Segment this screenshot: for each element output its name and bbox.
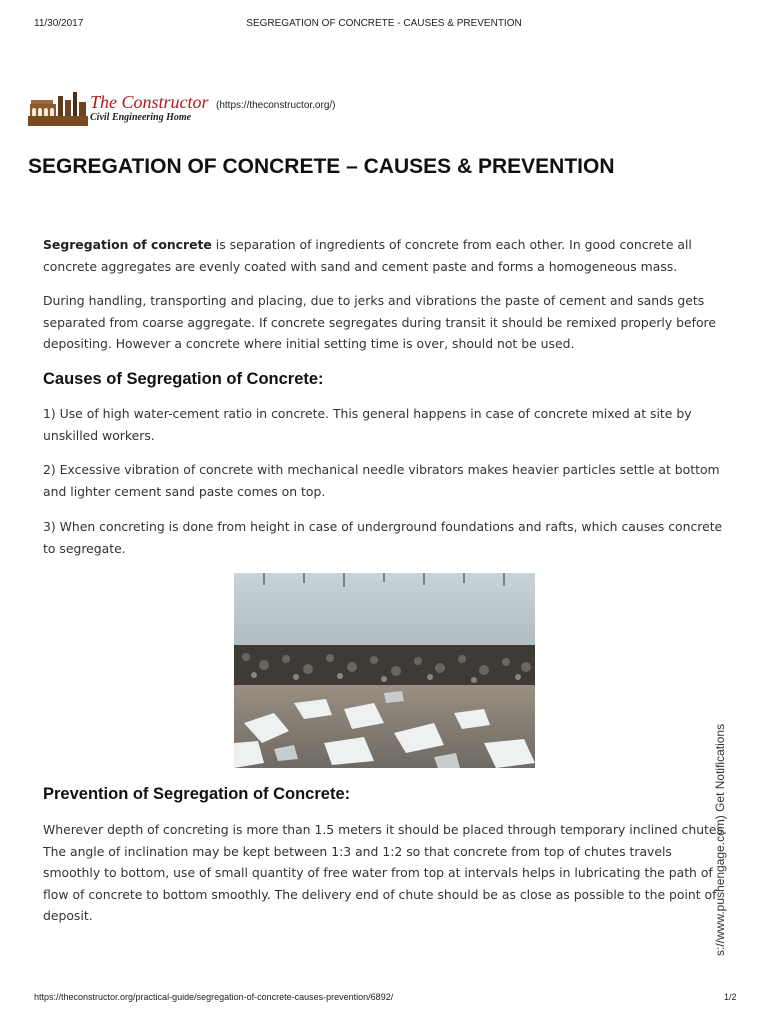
footer-url: https://theconstructor.org/practical-guide/segregation-of-concrete-causes-prevention/6892/ <box>34 992 394 1002</box>
colosseum-skyline-icon <box>28 90 88 126</box>
print-date: 11/30/2017 <box>34 18 84 29</box>
logo-tagline: Civil Engineering Home <box>90 112 192 123</box>
handling-paragraph: During handling, transporting and placing, due to jerks and vibrations the paste of cement and sands gets separated from coarse aggregate. If concrete segregates during transit it should be remixed properly before depositing. However a concrete where initial setting time is over, should not be used. <box>43 293 717 351</box>
prevention-heading: Prevention of Segregation of Concrete: <box>43 785 351 803</box>
causes-heading: Causes of Segregation of Concrete: <box>43 370 324 388</box>
logo-url-link[interactable]: (https://theconstructor.org/) <box>216 100 336 111</box>
prevention-paragraph: Wherever depth of concreting is more than 1.5 meters it should be placed through temporary inclined chutes. The angle of inclination may be kept between 1:3 and 1:2 so that concrete from top of chutes travels smoothly to bottom, use of small quantity of free water from top at intervals helps in lubricating the path of flow of concrete to bottom smoothly. The delivery end of chute should be as close as possible to the point of deposit. <box>43 822 727 923</box>
print-header-title: SEGREGATION OF CONCRETE - CAUSES & PREVENTION <box>246 18 522 29</box>
footer-page-number: 1/2 <box>724 992 737 1002</box>
logo-name: The Constructor <box>90 92 209 112</box>
site-logo[interactable] <box>28 88 448 128</box>
intro-paragraph <box>43 234 728 277</box>
cause-item-1: 1) Use of high water-cement ratio in concrete. This general happens in case of concrete mixed at site by unskilled workers. <box>43 406 692 443</box>
cause-item-2: 2) Excessive vibration of concrete with mechanical needle vibrators makes heavier particles settle at bottom and lighter cement sand paste comes on top. <box>43 462 720 499</box>
intro-bold-term: Segregation of concrete <box>43 237 212 252</box>
cause-item-3: 3) When concreting is done from height in case of underground foundations and rafts, which causes concrete to segregate. <box>43 519 723 556</box>
segregated-concrete-photo <box>234 573 535 768</box>
page-title: SEGREGATION OF CONCRETE – CAUSES & PREVENTION <box>28 155 615 178</box>
notification-overlay-link[interactable]: s://www.pushengage.com) Get Notifications <box>713 723 727 956</box>
intro-text: is separation of ingredients of concrete from each other. In good concrete all concrete aggregates are evenly coated with sand and cement paste and forms a homogeneous mass. <box>43 237 692 274</box>
